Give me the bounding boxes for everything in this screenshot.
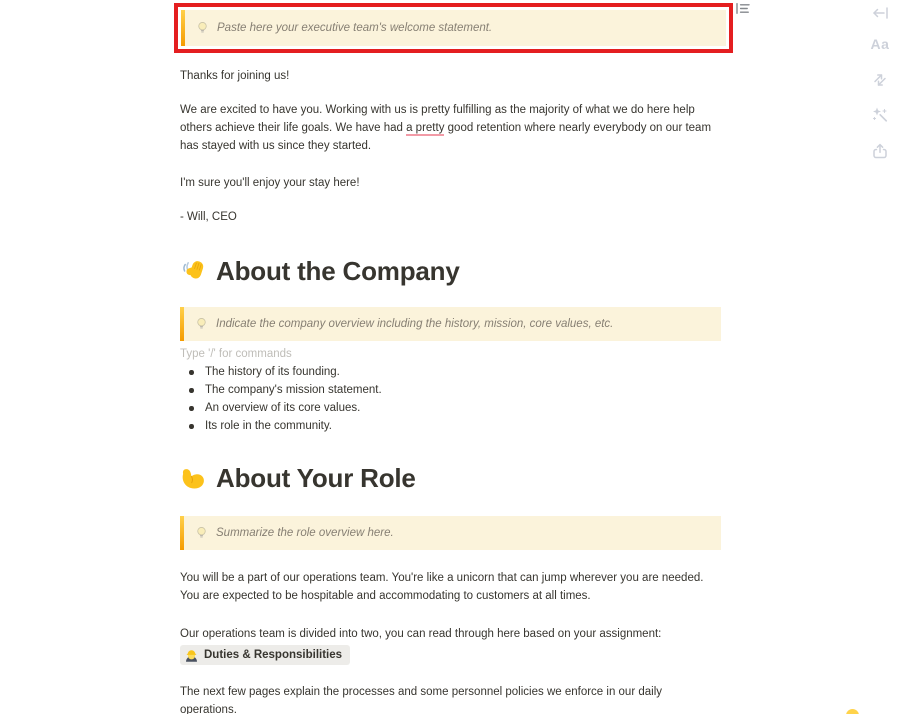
- bullet-item-mission[interactable]: The company's mission statement.: [180, 381, 721, 399]
- clipped-yellow-icon: [846, 709, 859, 714]
- paragraph-signature[interactable]: - Will, CEO: [180, 211, 237, 223]
- paragraph-next-pages[interactable]: The next few pages explain the processes and some personnel policies we enforce in our daily operations.: [180, 685, 663, 714]
- bullet-item-values[interactable]: An overview of its core values.: [180, 399, 721, 417]
- waving-hand-icon: [180, 258, 207, 285]
- paragraph-excited-pre: We are excited to have you. Working with us is pretty fulfilling as the majority of what we do here help others achieve their life goals. We have had: [180, 104, 695, 134]
- empty-block-placeholder[interactable]: Type '/' for commands: [180, 348, 292, 360]
- callout-accent-bar: [180, 307, 184, 341]
- construction-worker-icon: [185, 649, 198, 662]
- collapse-right-icon[interactable]: [870, 3, 890, 23]
- flexed-biceps-icon: [180, 465, 207, 492]
- heading-about-company-text: About the Company: [216, 255, 460, 286]
- callout-text: Summarize the role overview here.: [216, 527, 394, 539]
- page-link-row: [180, 645, 721, 667]
- share-upload-icon[interactable]: [870, 141, 890, 161]
- callout-company-overview[interactable]: [180, 307, 721, 341]
- swap-arrows-icon[interactable]: [870, 70, 890, 90]
- callout-accent-bar: [181, 10, 185, 46]
- callout-welcome-statement[interactable]: [181, 10, 726, 46]
- heading-about-role-text: About Your Role: [216, 462, 416, 493]
- text-style-label: Aa: [870, 36, 890, 52]
- bullet-item-community[interactable]: Its role in the community.: [180, 417, 721, 435]
- bullet-list: [180, 363, 721, 435]
- heading-about-company[interactable]: [180, 254, 721, 288]
- grammar-flagged-text: a pretty: [406, 122, 445, 134]
- text-style-icon[interactable]: [870, 34, 890, 54]
- bullet-item-history[interactable]: The history of its founding.: [180, 363, 721, 381]
- light-bulb-icon: [197, 22, 208, 35]
- paragraph-enjoy[interactable]: I'm sure you'll enjoy your stay here!: [180, 177, 360, 189]
- table-of-contents-icon[interactable]: [736, 3, 750, 14]
- paragraph-excited-post: good retention where nearly everybody on our team has stayed with us since they started.: [180, 122, 712, 152]
- magic-wand-icon[interactable]: [870, 105, 890, 125]
- document-content: [180, 0, 721, 714]
- callout-accent-bar: [180, 516, 184, 550]
- selection-highlight: [174, 3, 733, 53]
- callout-text: Paste here your executive team's welcome statement.: [217, 22, 493, 34]
- paragraph-excited[interactable]: [180, 101, 721, 155]
- callout-text: Indicate the company overview including the history, mission, core values, etc.: [216, 318, 614, 330]
- page-link-duties[interactable]: [180, 645, 350, 665]
- paragraph-operations[interactable]: Our operations team is divided into two, you can read through here based on your assignment:: [180, 628, 662, 640]
- paragraph-unicorn[interactable]: You will be a part of our operations team. You're like a unicorn that can jump wherever you are needed. You are expected to be hospitable and accommodating to customers at all times.: [180, 572, 704, 602]
- light-bulb-icon: [196, 527, 207, 540]
- paragraph-thanks[interactable]: Thanks for joining us!: [180, 70, 290, 82]
- page-link-label: Duties & Responsibilities: [204, 649, 343, 661]
- callout-role-overview[interactable]: [180, 516, 721, 550]
- light-bulb-icon: [196, 318, 207, 331]
- heading-about-role[interactable]: [180, 461, 721, 495]
